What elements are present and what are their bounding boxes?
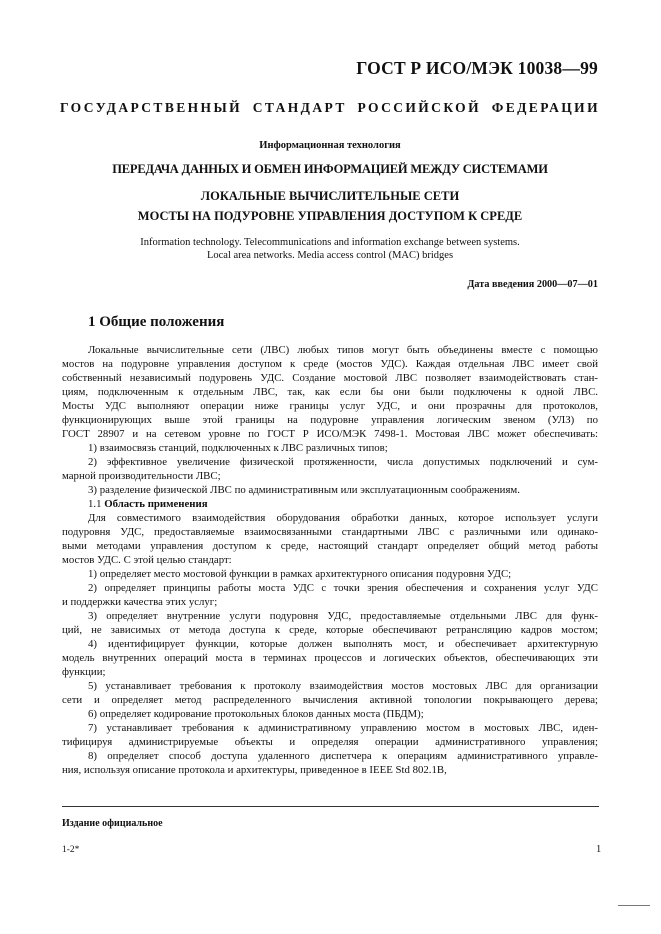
list-item: 1) взаимосвязь станций, подключенных к ЛВС различных типов; bbox=[88, 442, 388, 454]
english-title-line-1: Information technology. Telecommunications and information exchange between systems. bbox=[140, 237, 520, 248]
english-title-line-2: Local area networks. Media access control (MAC) bridges bbox=[206, 250, 454, 261]
standard-title-word: СТАНДАРТ bbox=[252, 100, 347, 115]
list-item: 8) определяет способ доступа удаленного диспетчера к операциям административного управле- bbox=[88, 750, 598, 762]
list-item: 6) определяет кодирование протокольных блоков данных моста (ПБДМ); bbox=[88, 708, 424, 720]
standard-title bbox=[60, 100, 600, 116]
section-heading: 1 Общие положения bbox=[88, 314, 225, 330]
body-line: марной производительности ЛВС; bbox=[62, 470, 221, 482]
standard-title-word: РОССИЙСКОЙ bbox=[357, 100, 481, 115]
body-line: ГОСТ 28907 и на сетевом уровне по ГОСТ Р ИСО/МЭК 7498-1. Мостовая ЛВС может обеспечивать: bbox=[62, 428, 598, 440]
introduction-date: Дата введения 2000—07—01 bbox=[467, 279, 598, 290]
body-line: ния, используя описание протокола и архитектуры, приведенное в IEEE Std 802.1B, bbox=[62, 764, 447, 776]
edition-label: Издание официальное bbox=[62, 818, 163, 829]
list-item: 1) определяет место мостовой функции в рамках архитектурного описания подуровня УДС; bbox=[88, 568, 512, 580]
list-item: 5) устанавливает требования к протоколу взаимодействия мостов мостовых ЛВС для организации bbox=[88, 680, 598, 692]
subsection-heading bbox=[88, 497, 598, 511]
body-line: мостов УДС. С этой целью стандарт: bbox=[62, 554, 232, 566]
body-line: функционирующих выше этой границы на подуровне управления логическим звеном (УЛЗ) по bbox=[62, 414, 598, 426]
list-item: 7) устанавливает требования к административному управлению мостом в мостовых ЛВС, иден- bbox=[88, 722, 598, 734]
subsection-title: Область применения bbox=[104, 498, 208, 510]
document-title-line-3: МОСТЫ НА ПОДУРОВНЕ УПРАВЛЕНИЯ ДОСТУПОМ К СРЕДЕ bbox=[137, 209, 523, 223]
document-title-line-2: ЛОКАЛЬНЫЕ ВЫЧИСЛИТЕЛЬНЫЕ СЕТИ bbox=[200, 189, 460, 203]
gost-code: ГОСТ Р ИСО/МЭК 10038—99 bbox=[356, 58, 598, 78]
list-item: 2) определяет принципы работы моста УДС с точки зрения обеспечения и сохранения услуг УДС bbox=[88, 582, 598, 594]
body-line: и поддержки качества этих услуг; bbox=[62, 596, 218, 608]
subsection-number: 1.1 bbox=[88, 498, 105, 510]
page-number: 1 bbox=[596, 844, 602, 855]
body-line: выми методами управления доступом к среде, настоящий стандарт определяет общий метод работы bbox=[62, 540, 598, 552]
body-line: Локальные вычислительные сети (ЛВС) любых типов могут быть объединены вместе с помощью bbox=[88, 344, 598, 356]
body-line: модель внутренних операций моста в терминах процессов и логических объектов, обеспечивающих эти bbox=[62, 652, 598, 664]
standard-title-word: ФЕДЕРАЦИИ bbox=[491, 100, 600, 115]
subject-heading: Информационная технология bbox=[259, 140, 401, 151]
list-item: 3) разделение физической ЛВС по административным или эксплуатационным соображениям. bbox=[88, 484, 520, 496]
body-line: циям, подключенным к отдельным ЛВС, так, как если бы они были подключены к одной ЛВС. bbox=[62, 386, 598, 398]
document-title-line-1: ПЕРЕДАЧА ДАННЫХ И ОБМЕН ИНФОРМАЦИЕЙ МЕЖДУ СИСТЕМАМИ bbox=[112, 162, 548, 176]
footer-divider bbox=[62, 806, 599, 807]
standard-title-word: ГОСУДАРСТВЕННЫЙ bbox=[60, 100, 243, 115]
body-line: мостов на подуровне управления доступом к среде (мостов УДС). Каждая отдельная ЛВС имеет свой bbox=[62, 358, 598, 370]
body-line: Мосты УДС выполняют операции ниже границы услуг УДС, и они прозрачны для протоколов, bbox=[62, 400, 598, 412]
list-item: 3) определяет внутренние услуги подуровня УДС, предоставляемые отдельными ЛВС для функ- bbox=[88, 610, 598, 622]
scan-edge-mark bbox=[618, 905, 650, 906]
body-line: подуровня УДС, предоставляемые взаимосвязанными стандартными ЛВС с различными или одинако- bbox=[62, 526, 598, 538]
list-item: 4) идентифицирует функции, которые должен выполнять мост, и обеспечивает архитектурную bbox=[88, 638, 598, 650]
print-mark: 1-2* bbox=[62, 845, 80, 855]
body-line: ций, не зависимых от метода доступа к среде, которые обеспечивают ретрансляцию кадров мостом; bbox=[62, 624, 598, 636]
body-line: собственный независимый подуровень УДС. Создание мостовой ЛВС позволяет взаимодействовать стан- bbox=[62, 372, 598, 384]
body-line: сети и определяет метод распределенного вычисления активной топологии покрывающего дерева; bbox=[62, 694, 598, 706]
body-line: Для совместимого взаимодействия оборудования обработки данных, которое использует услуги bbox=[88, 512, 598, 524]
list-item: 2) эффективное увеличение физической протяженности, числа допустимых подключений и сум- bbox=[88, 456, 598, 468]
body-line: тифицируя администрируемые объекты и определяя операции административного управления; bbox=[62, 736, 598, 748]
body-line: функции; bbox=[62, 666, 106, 678]
